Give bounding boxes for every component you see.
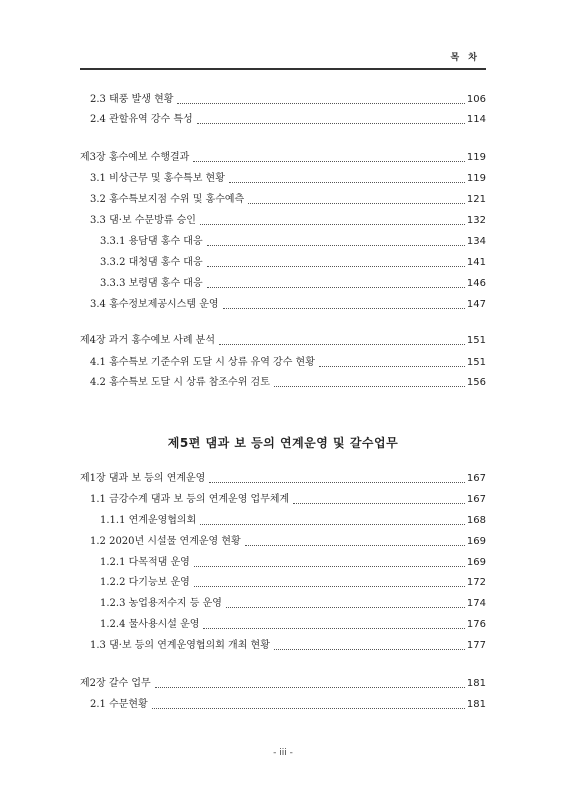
toc-entry-page: 167 <box>466 473 486 484</box>
toc-entry[interactable] <box>80 698 486 712</box>
toc-entry[interactable] <box>80 356 486 370</box>
toc-entry-title: 1.2.4 물사용시설 운영 <box>100 619 200 630</box>
dot-leader <box>193 161 465 162</box>
toc-entry[interactable] <box>80 151 486 165</box>
toc-entry-title: 2.3 태풍 발생 현황 <box>90 94 174 105</box>
toc-entry[interactable] <box>80 576 486 590</box>
toc-entry-title: 1.2.1 다목적댐 운영 <box>100 557 190 568</box>
toc-entry-page: 151 <box>466 357 486 368</box>
toc-entry[interactable] <box>80 298 486 312</box>
toc-entry[interactable] <box>80 639 486 653</box>
toc-entry-page: 181 <box>466 678 486 689</box>
toc-entry-title: 1.1 금강수계 댐과 보 등의 연계운영 업무체계 <box>90 494 290 505</box>
toc-entry[interactable] <box>80 256 486 270</box>
toc-entry-title: 3.3.2 대청댐 홍수 대응 <box>100 257 203 268</box>
toc-entry[interactable] <box>80 214 486 228</box>
toc-entry[interactable] <box>80 277 486 291</box>
toc-entry-page: 106 <box>466 94 486 105</box>
dot-leader <box>200 224 465 225</box>
toc-entry-title: 3.3 댐·보 수문방류 승인 <box>90 215 196 226</box>
toc-entry-title: 2.1 수문현황 <box>90 699 148 710</box>
dot-leader <box>152 708 465 709</box>
toc-entry-title: 제4장 과거 홍수예보 사례 분석 <box>80 335 215 346</box>
toc-entry-title: 1.1.1 연계운영협의회 <box>100 515 197 526</box>
toc-entry[interactable] <box>80 514 486 528</box>
toc-entry-page: 132 <box>466 215 486 226</box>
part-title: 제5편 댐과 보 등의 연계운영 및 갈수업무 <box>167 436 399 450</box>
dot-leader <box>207 266 465 267</box>
dot-leader <box>155 687 465 688</box>
toc-entry[interactable] <box>80 618 486 632</box>
toc-entry-title: 1.3 댐·보 등의 연계운영협의회 개최 현황 <box>90 640 270 651</box>
dot-leader <box>200 524 465 525</box>
toc-entry-page: 119 <box>466 152 486 163</box>
dot-leader <box>209 482 465 483</box>
toc-entry-page: 147 <box>466 299 486 310</box>
dot-leader <box>248 203 465 204</box>
dot-leader <box>207 287 465 288</box>
toc-entry-title: 제3장 홍수예보 수행결과 <box>80 152 190 163</box>
toc-entry[interactable] <box>80 193 486 207</box>
toc-entry-page: 176 <box>466 619 486 630</box>
toc-entry-title: 3.4 홍수정보제공시스템 운영 <box>90 299 219 310</box>
dot-leader <box>223 308 465 309</box>
dot-leader <box>194 586 465 587</box>
toc-entry-title: 4.1 홍수특보 기준수위 도달 시 상류 유역 강수 현황 <box>90 357 315 368</box>
toc-entry[interactable] <box>80 677 486 691</box>
toc-entry[interactable] <box>80 93 486 107</box>
toc-entry[interactable] <box>80 334 486 348</box>
dot-leader <box>203 628 464 629</box>
toc-entry-title: 3.2 홍수특보지점 수위 및 홍수예측 <box>90 194 245 205</box>
toc-entry-title: 제2장 갈수 업무 <box>80 678 151 689</box>
toc-entry-page: 156 <box>466 377 486 388</box>
dot-leader <box>293 503 465 504</box>
toc-entry-page: 146 <box>466 278 486 289</box>
dot-leader <box>229 182 465 183</box>
toc-entry-page: 141 <box>466 257 486 268</box>
toc-entry-title: 1.2 2020년 시설물 연계운영 현황 <box>90 536 241 547</box>
dot-leader <box>274 386 465 387</box>
toc-entry-page: 172 <box>466 577 486 588</box>
toc-entry-page: 181 <box>466 699 486 710</box>
toc-entry-title: 1.2.2 다기능보 운영 <box>100 577 190 588</box>
dot-leader <box>219 344 465 345</box>
dot-leader <box>194 566 465 567</box>
toc-entry-title: 제1장 댐과 보 등의 연계운영 <box>80 473 206 484</box>
toc-entry-page: 169 <box>466 536 486 547</box>
toc-entry[interactable] <box>80 472 486 486</box>
page-number: - iii - <box>273 748 293 758</box>
dot-leader <box>226 607 465 608</box>
toc-entry-title: 4.2 홍수특보 도달 시 상류 참조수위 검토 <box>90 377 270 388</box>
dot-leader <box>245 545 465 546</box>
toc-entry-page: 119 <box>466 173 486 184</box>
toc-entry-page: 177 <box>466 640 486 651</box>
dot-leader <box>177 103 465 104</box>
toc-entry-page: 168 <box>466 515 486 526</box>
toc-entry-title: 3.1 비상근무 및 홍수특보 현황 <box>90 173 225 184</box>
toc-entry-page: 174 <box>466 598 486 609</box>
dot-leader <box>207 245 465 246</box>
toc-entry[interactable] <box>80 535 486 549</box>
toc-entry-title: 1.2.3 농업용저수지 등 운영 <box>100 598 222 609</box>
dot-leader <box>319 366 465 367</box>
toc-entry[interactable] <box>80 556 486 570</box>
toc-entry[interactable] <box>80 493 486 507</box>
toc-entry-page: 167 <box>466 494 486 505</box>
toc-entry-title: 3.3.1 용담댐 홍수 대응 <box>100 236 203 247</box>
toc-entry-title: 3.3.3 보령댐 홍수 대응 <box>100 278 203 289</box>
toc-entry-page: 114 <box>466 114 486 125</box>
dot-leader <box>197 123 465 124</box>
toc-entry[interactable] <box>80 376 486 390</box>
dot-leader <box>274 649 465 650</box>
toc-entry[interactable] <box>80 113 486 127</box>
toc-entry-page: 121 <box>466 194 486 205</box>
toc-header-label: 목 차 <box>450 53 480 63</box>
toc-entry-title: 2.4 관할유역 강수 특성 <box>90 114 193 125</box>
toc-entry-page: 169 <box>466 557 486 568</box>
header-rule <box>80 68 486 70</box>
toc-entry-page: 134 <box>466 236 486 247</box>
toc-entry[interactable] <box>80 597 486 611</box>
toc-entry-page: 151 <box>466 335 486 346</box>
toc-entry[interactable] <box>80 172 486 186</box>
toc-entry[interactable] <box>80 235 486 249</box>
